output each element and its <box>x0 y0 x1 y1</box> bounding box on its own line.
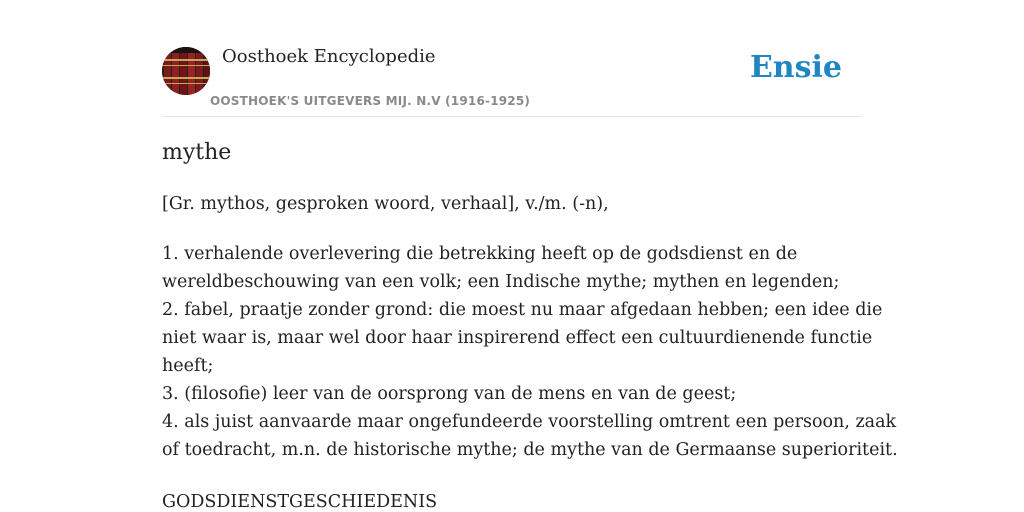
ensie-logo-link[interactable]: Ensie <box>749 50 842 85</box>
definition-line: of toedracht, m.n. de historische mythe; de mythe van de Germaanse superioriteit. <box>162 440 898 460</box>
source-title[interactable]: Oosthoek Encyclopedie <box>222 46 436 67</box>
entry-category[interactable]: GODSDIENSTGESCHIEDENIS <box>162 492 438 512</box>
definition-line: 3. (filosofie) leer van de oorsprong van de mens en van de geest; <box>162 384 737 404</box>
definition-line: heeft; <box>162 356 214 376</box>
entry-term: mythe <box>162 140 232 165</box>
definition-line: 4. als juist aanvaarde maar ongefundeerde voorstelling omtrent een persoon, zaak <box>162 412 897 432</box>
definition-line: wereldbeschouwing van een volk; een Indische mythe; mythen en legenden; <box>162 272 840 292</box>
entry-etymology: [Gr. mythos, gesproken woord, verhaal], v./m. (-n), <box>162 194 609 214</box>
book-spines-icon[interactable] <box>162 47 210 95</box>
entry-definitions <box>162 240 898 464</box>
definition-line: 2. fabel, praatje zonder grond: die moest nu maar afgedaan hebben; een idee die <box>162 300 883 320</box>
definition-line: niet waar is, maar wel door haar inspirerend effect een cultuurdienende functie <box>162 328 873 348</box>
source-header <box>162 0 862 117</box>
source-subtitle: OOSTHOEK'S UITGEVERS MIJ. N.V (1916-1925) <box>210 94 531 108</box>
definition-line: 1. verhalende overlevering die betrekking heeft op de godsdienst en de <box>162 244 798 264</box>
